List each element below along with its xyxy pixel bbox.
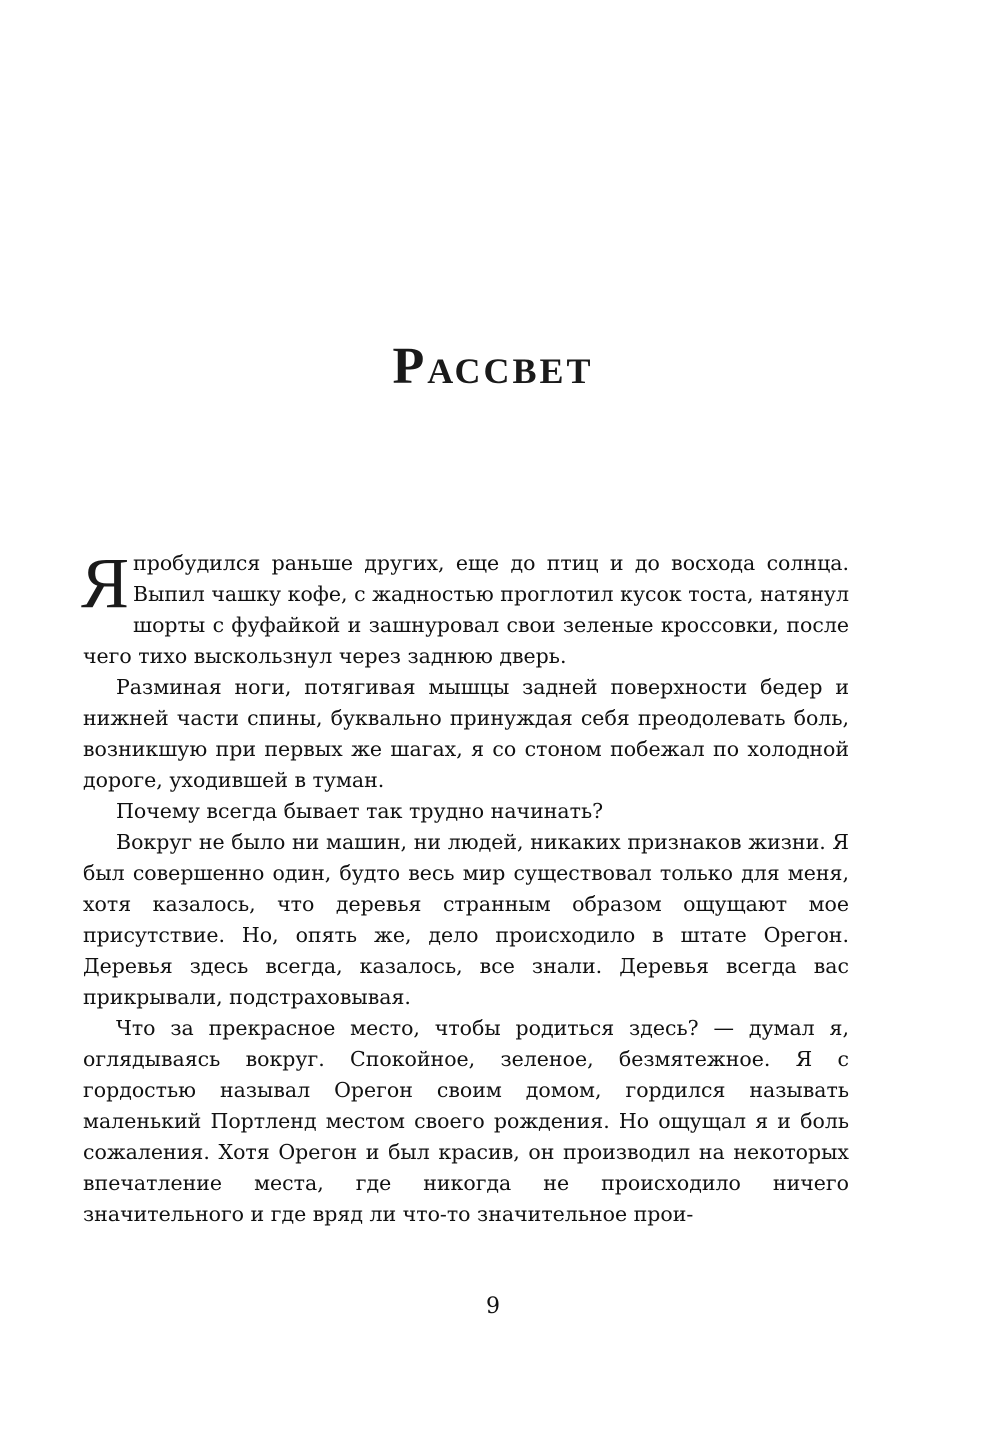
paragraph-4: Вокруг не было ни машин, ни людей, никаких признаков жизни. Я был совершенно один, будто весь мир существовал только для меня, хотя казалось, что деревья странным образом ощущают мое присутствие. Но, опять же, дело происходило в штате Орегон. Деревья здесь всегда, казалось, все знали. Деревья всегда вас прикрывали, подстраховывая. [83,830,849,1009]
paragraph-1-text: пробудился раньше других, еще до птиц и до восхода солнца. Выпил чашку кофе, с жадностью проглотил кусок тоста, натянул шорты с фуфайкой и зашнуровал свои зеленые кроссовки, после чего тихо выскользнул через заднюю дверь. [83,551,849,668]
drop-cap: Я [81,543,130,623]
paragraph-2: Разминая ноги, потягивая мышцы задней поверхности бедер и нижней части спины, буквально принуждая себя преодолевать боль, возникшую при первых же шагах, я со стоном побежал по холодной дороге, уходившей в туман. [83,675,849,792]
paragraph-1 [81,543,849,672]
page-number: 9 [486,1294,500,1319]
paragraph-3: Почему всегда бывает так трудно начинать? [116,799,604,823]
paragraph-5: Что за прекрасное место, чтобы родиться здесь? — думал я, оглядываясь вокруг. Спокойное, зеленое, безмятежное. Я с гордостью называл Орегон своим домом, гордился называть маленький Портленд местом своего рождения. Но ощущал я и боль сожаления. Хотя Орегон и был красив, он производил на некоторых впечатление места, где никогда не происходило ничего значительного и где вряд ли что-то значительное прои- [83,1016,849,1226]
chapter-body [81,543,849,1230]
chapter-title: Рассвет [392,337,594,395]
